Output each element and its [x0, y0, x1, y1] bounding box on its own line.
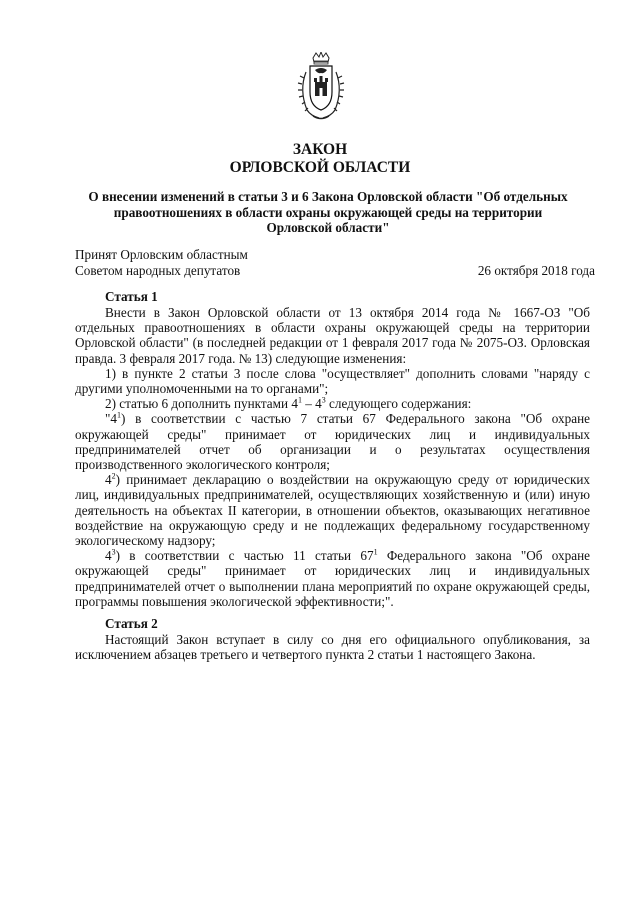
text-fragment: ) в соответствии с частью 7 статьи 67 Федерального закона "Об охране окружающей среды" принимает от юридических лиц и индивидуальных предпринимателей отчет об организации и о результатах осуществления производственного экологического контроля; [75, 411, 590, 473]
article-1-point-4-3 [75, 548, 590, 609]
text-fragment: 4 [105, 472, 112, 488]
adopted-by-line1: Принят Орловским областным [75, 247, 248, 262]
article-1-item-2 [75, 396, 590, 411]
article-2-body [75, 632, 590, 662]
adoption-date: 26 октября 2018 года [477, 262, 595, 278]
article-1-item-1: 1) в пункте 2 статьи 3 после слова "осуществляет" дополнить словами "наряду с другими уполномоченными на то органами"; [75, 365, 590, 397]
superscript: 1 [116, 411, 121, 421]
article-1-heading: Статья 1 [105, 289, 158, 304]
text-fragment: ) принимает декларацию о воздействии на окружающую среду от юридических лиц, индивидуальных предпринимателей, осуществляющих хозяйственную и (или) иную деятельность на объектах II категории, в отношении объектов, оказывающих негативное воздействие на окружающую среду и не подлежащих федеральному государственному экологическому надзору; [75, 472, 590, 549]
text-fragment: "4 [105, 411, 117, 427]
law-region: ОРЛОВСКОЙ ОБЛАСТИ [229, 159, 411, 176]
law-subtitle: О внесении изменений в статьи 3 и 6 Закона Орловской области "Об отдельных правоотношениях в области охраны окружающей среды на территории Орловской области" [88, 189, 568, 235]
text-fragment: 2) статью 6 дополнить пунктами 4 [105, 396, 298, 412]
article-1-point-4-1 [75, 411, 590, 472]
adopted-by-line2: Советом народных депутатов [75, 262, 241, 278]
superscript: 1 [373, 547, 378, 557]
superscript: 3 [321, 395, 326, 405]
article-1-body [75, 305, 590, 609]
text-fragment: Федерального закона "Об охране окружающей среды" принимает от юридических лиц и индивидуальных предпринимателей отчет о выполнении плана мероприятий по охране окружающей среды, программы повышения экологической эффективности;". [75, 548, 591, 609]
article-2-heading: Статья 2 [105, 616, 158, 631]
coat-of-arms-emblem [297, 52, 345, 122]
text-fragment: – 4 [301, 396, 322, 412]
article-1-paragraph: Внести в Закон Орловской области от 13 октября 2014 года № 1667-ОЗ "Об отдельных правоотношениях в области охраны окружающей среды на территории Орловской области" (в последней редакции от 1 февраля 2017 года № 2075-ОЗ. Орловская правда. 3 февраля 2017 года. № 13) следующие изменения: [75, 305, 590, 366]
text-fragment: следующего содержания: [325, 396, 472, 412]
superscript: 2 [111, 471, 116, 481]
superscript: 1 [297, 395, 302, 405]
text-fragment: 4 [105, 548, 112, 564]
law-title: ЗАКОН [292, 141, 348, 158]
article-1-point-4-2 [75, 472, 590, 548]
article-2-paragraph: Настоящий Закон вступает в силу со дня его официального опубликования, за исключением абзацев третьего и четвертого пункта 2 статьи 1 настоящего Закона. [75, 632, 590, 663]
superscript: 3 [111, 547, 116, 557]
text-fragment: ) в соответствии с частью 11 статьи 67 [115, 548, 374, 564]
adoption-block [75, 247, 595, 278]
